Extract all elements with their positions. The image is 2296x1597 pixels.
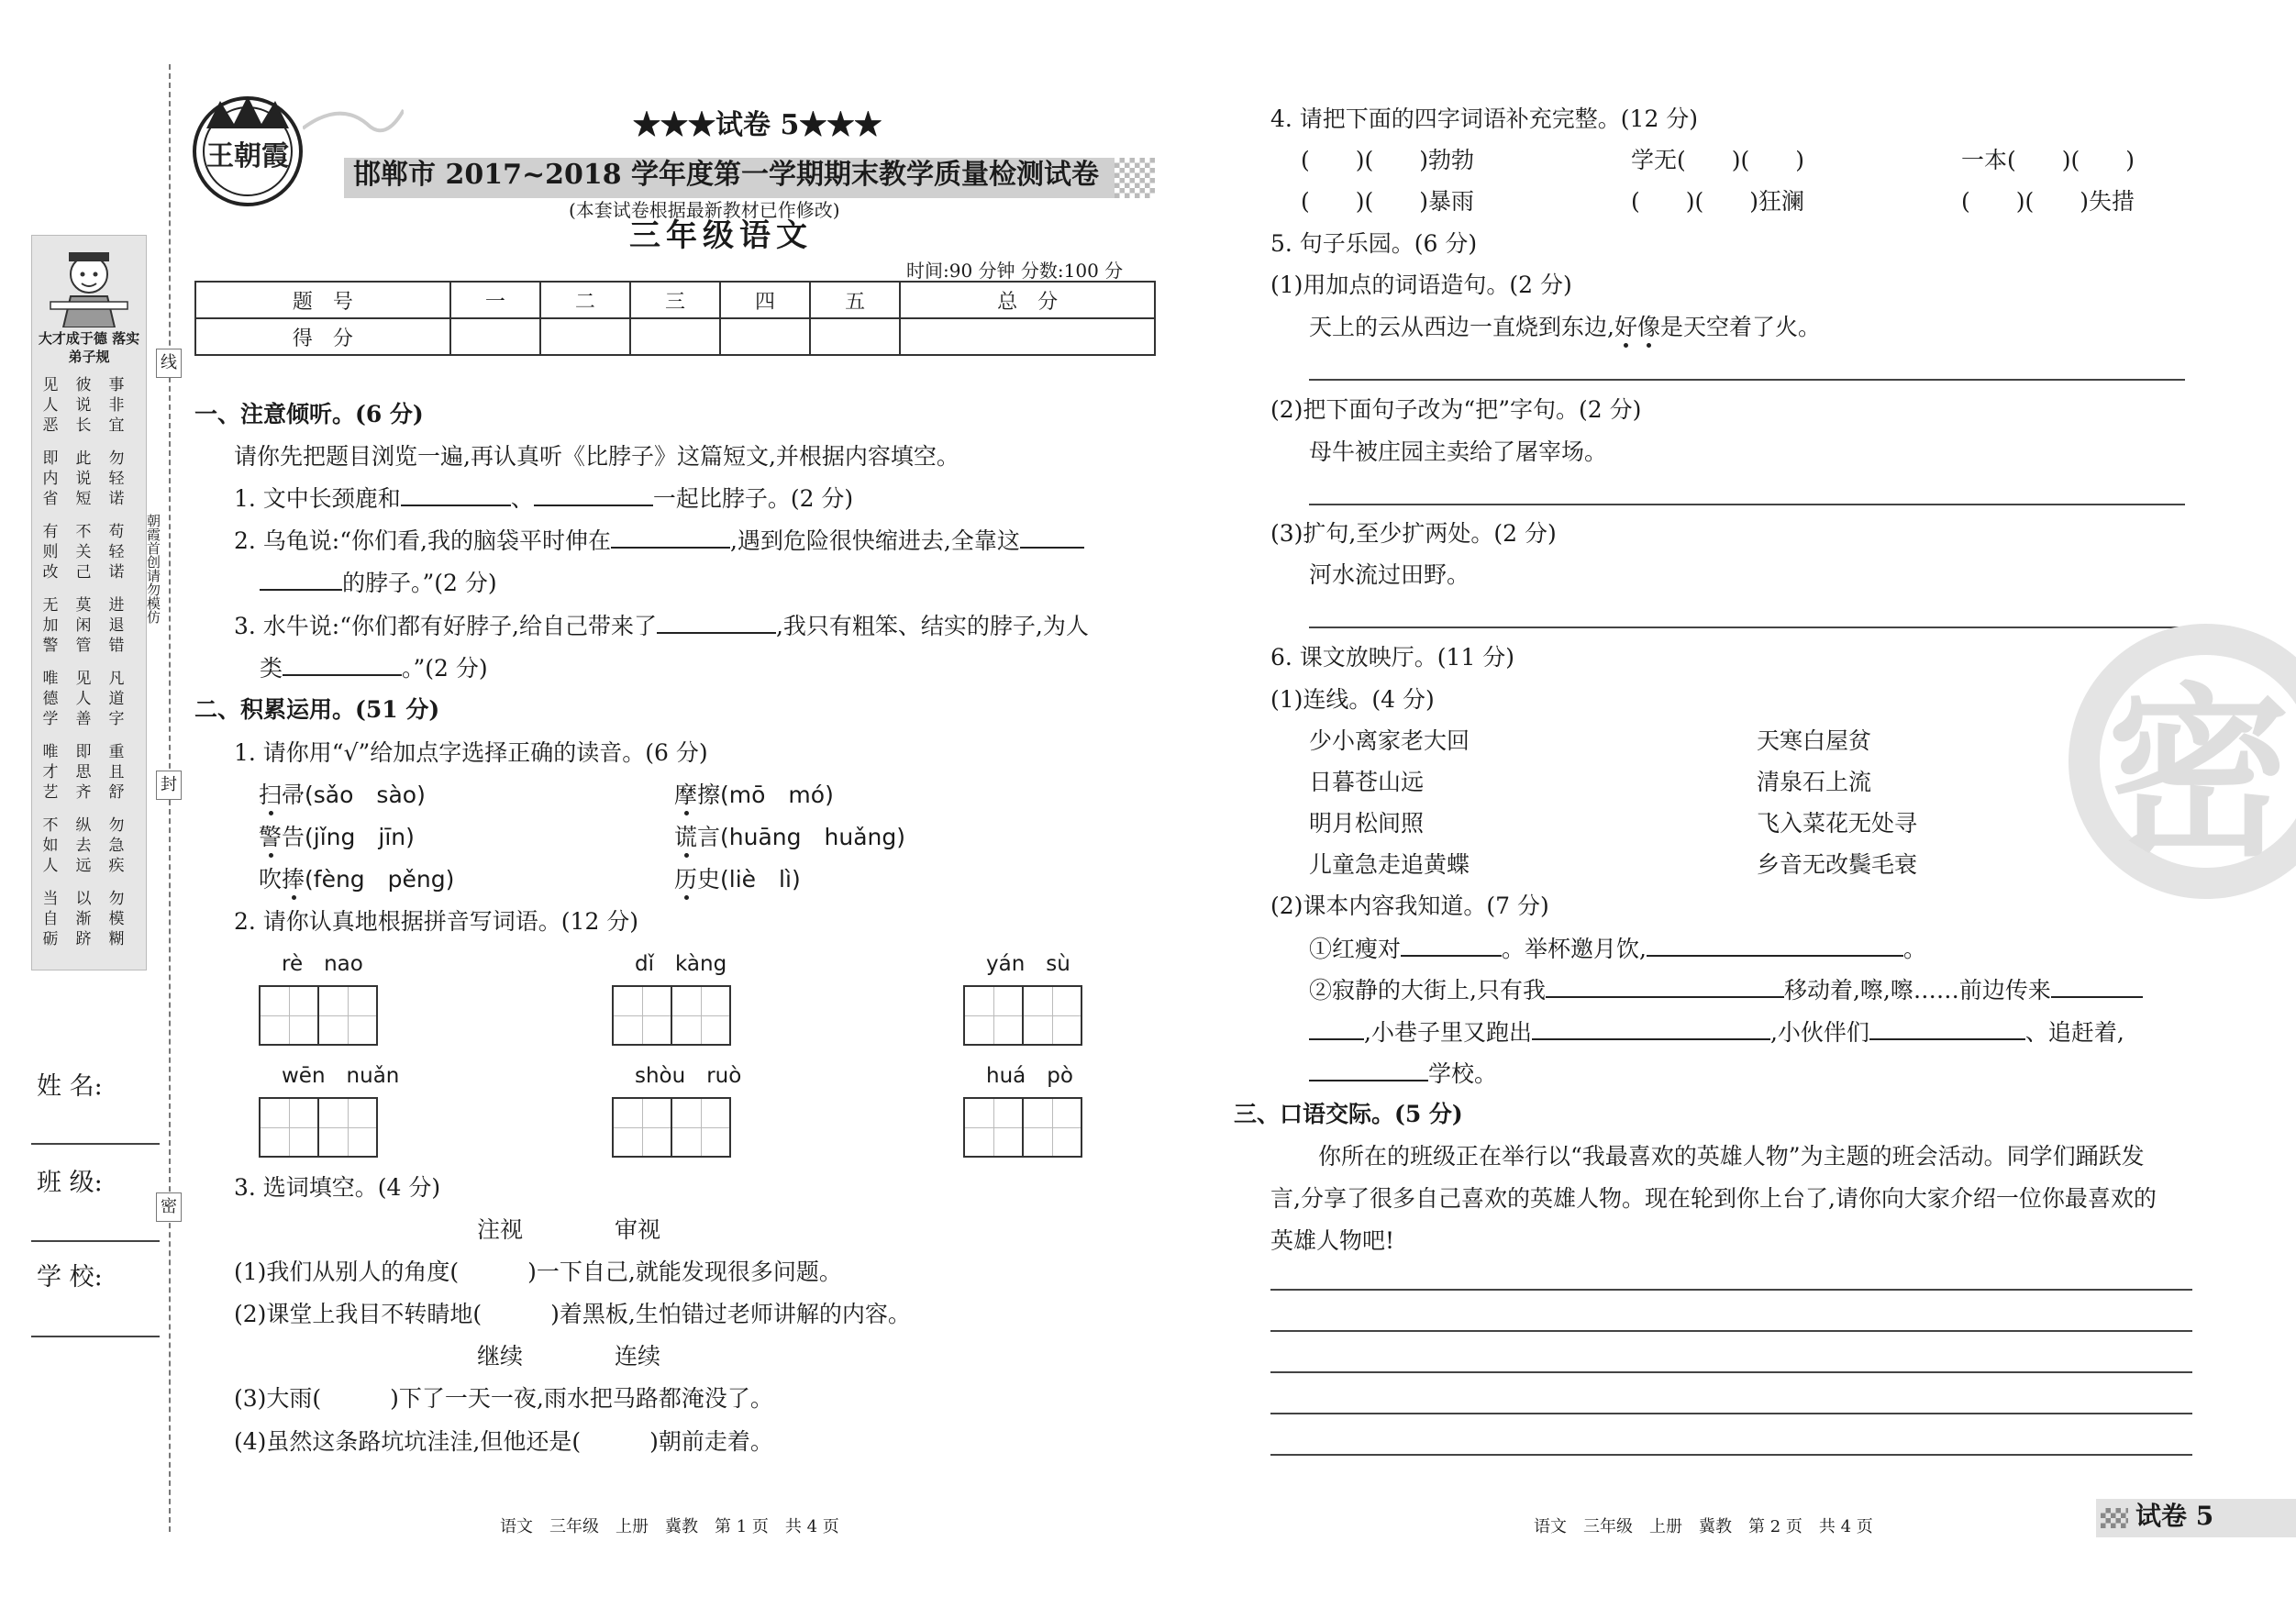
section2-q1: 1. 请你用“√”给加点字选择正确的读音。(6 分) <box>234 739 708 766</box>
plain-char: 史 <box>697 866 721 893</box>
proverb: 莫闲管 <box>75 596 92 655</box>
pinyin-options[interactable]: (jǐng jīn) <box>305 824 415 850</box>
writing-cell[interactable] <box>672 1099 729 1156</box>
section3-para-2: 言,分享了很多自己喜欢的英雄人物。现在轮到你上台了,请你向大家介绍一位你最喜欢的 <box>1270 1185 2157 1212</box>
plain-char: 言 <box>697 824 721 850</box>
scholar-mascot-icon <box>45 243 133 327</box>
ribbon-decoration-icon <box>303 101 404 156</box>
writing-cell[interactable] <box>672 987 729 1044</box>
answer-line[interactable] <box>1270 1454 2192 1456</box>
writing-grid[interactable] <box>963 985 1082 1046</box>
score-cell[interactable] <box>720 318 810 355</box>
blank[interactable] <box>1309 1018 1364 1040</box>
score-cell: 得 分 <box>195 318 450 355</box>
blank[interactable] <box>1869 1018 2025 1040</box>
proverb: 当自砺 <box>42 890 59 948</box>
exam-title: 邯郸市 2017~2018 学年度第一学期期末教学质量检测试卷 <box>353 159 1100 191</box>
writing-grid[interactable] <box>612 985 731 1046</box>
q6-1: (1)连线。(4 分) <box>1270 686 1435 713</box>
footer-tag-dots <box>2101 1508 2128 1528</box>
section1-intro: 请你先把题目浏览一遍,再认真听《比脖子》这篇短文,并根据内容填空。 <box>234 443 959 470</box>
pinyin-prompt: dǐ kàng <box>635 952 727 976</box>
score-cell[interactable] <box>630 318 720 355</box>
writing-grid[interactable] <box>259 1097 378 1158</box>
class-field[interactable] <box>31 1240 160 1242</box>
svg-text:王朝霞: 王朝霞 <box>206 140 289 172</box>
pinyin-choice-item[interactable] <box>259 866 454 893</box>
dotted-char: 摩 <box>674 782 698 808</box>
score-cell[interactable] <box>810 318 900 355</box>
answer-line[interactable] <box>1270 1413 2192 1414</box>
blank[interactable] <box>283 654 402 676</box>
fill-sentence-3[interactable]: (3)大雨( )下了一天一夜,雨水把马路都淹没了。 <box>234 1385 773 1412</box>
section2-q3: 3. 选词填空。(4 分) <box>234 1174 441 1201</box>
match-right-item[interactable]: 乡音无改鬓毛衰 <box>1757 851 1918 878</box>
time-score: 时间:90 分钟 分数:100 分 <box>906 260 1124 282</box>
blank[interactable] <box>1546 976 1784 998</box>
writing-grid[interactable] <box>259 985 378 1046</box>
pinyin-choice-item[interactable] <box>674 866 801 893</box>
answer-line[interactable] <box>1309 379 2185 381</box>
writing-cell[interactable] <box>1024 1099 1081 1156</box>
blank[interactable] <box>657 612 776 634</box>
sidebar <box>0 0 177 1597</box>
q5-1-sentence: 天上的云从西边一直烧到东边,好像是天空着了火。 <box>1309 314 1821 340</box>
score-header-cell: 五 <box>810 282 900 318</box>
q6-2: (2)课本内容我知道。(7 分) <box>1270 893 1549 919</box>
score-header-cell: 一 <box>450 282 540 318</box>
brand-logo-icon <box>188 92 307 211</box>
footer-left: 语文 三年级 上册 冀教 第 1 页 共 4 页 <box>500 1517 839 1536</box>
answer-line[interactable] <box>1270 1289 2192 1291</box>
section2-title: 二、积累运用。(51 分) <box>194 696 440 723</box>
q5-2-sentence: 母牛被庄园主卖给了屠宰场。 <box>1309 438 1608 465</box>
q5-1: (1)用加点的词语造句。(2 分) <box>1270 272 1572 298</box>
idiom-item[interactable]: ( )( )狂澜 <box>1631 188 1805 215</box>
dotted-char: 历 <box>674 866 698 893</box>
q5-3-sentence: 河水流过田野。 <box>1309 561 1470 588</box>
footer-right: 语文 三年级 上册 冀教 第 2 页 共 4 页 <box>1534 1517 1873 1536</box>
score-table <box>194 281 1156 356</box>
writing-cell[interactable] <box>261 1099 319 1156</box>
dotted-char: 扫 <box>259 782 283 808</box>
answer-line[interactable] <box>1270 1371 2192 1373</box>
blank[interactable] <box>1309 1059 1428 1081</box>
section1-q1: 1. 文中长颈鹿和 、 一起比脖子。(2 分) <box>234 485 854 512</box>
pinyin-prompt: rè nao <box>282 952 363 976</box>
proverb: 苟轻诺 <box>108 523 125 582</box>
proverb: 有则改 <box>42 523 59 582</box>
pinyin-choice-item[interactable] <box>259 782 426 809</box>
plain-char: 擦 <box>697 782 721 808</box>
proverb: 即思齐 <box>75 743 92 802</box>
writing-cell[interactable] <box>1024 987 1081 1044</box>
q6-title: 6. 课文放映厅。(11 分) <box>1270 644 1515 671</box>
writing-grid[interactable] <box>612 1097 731 1158</box>
proverb: 此说短 <box>75 449 92 508</box>
score-cell[interactable] <box>540 318 630 355</box>
blank[interactable] <box>534 484 653 506</box>
score-header-cell: 总 分 <box>900 282 1155 318</box>
score-cell[interactable] <box>450 318 540 355</box>
name-field[interactable] <box>31 1143 160 1145</box>
idiom-item[interactable]: 一本( )( ) <box>1961 147 2135 173</box>
writing-grid[interactable] <box>963 1097 1082 1158</box>
match-right-item[interactable]: 天寒白屋贫 <box>1757 727 1872 754</box>
subject-title: 三年级语文 <box>629 217 813 254</box>
pinyin-options[interactable]: (fèng pěng) <box>305 866 455 893</box>
score-cell[interactable] <box>900 318 1155 355</box>
writing-cell[interactable] <box>965 987 1024 1044</box>
proverb: 不如人 <box>42 816 59 875</box>
match-right-item[interactable]: 清泉石上流 <box>1757 769 1872 795</box>
section3-para-1: 你所在的班级正在举行以“我最喜欢的英雄人物”为主题的班会活动。同学们踊跃发 <box>1318 1143 2145 1170</box>
proverb: 勿轻诺 <box>108 449 125 508</box>
exam-note: (本套试卷根据最新教材已作修改) <box>569 199 840 221</box>
section1-q2-cont: 的脖子。”(2 分) <box>260 569 497 597</box>
section2-q2: 2. 请你认真地根据拼音写词语。(12 分) <box>234 908 639 935</box>
answer-line[interactable] <box>1309 504 2185 505</box>
confidential-stamp <box>2069 624 2296 899</box>
seal-mark-mi: 密 <box>156 1192 182 1222</box>
recall-line-1: ①红瘦对 。举杯邀月饮, 。 <box>1309 936 1926 962</box>
pinyin-options[interactable]: (huāng huǎng) <box>720 824 905 850</box>
blank[interactable] <box>260 569 342 591</box>
proverb: 勿急疾 <box>108 816 125 875</box>
recall-line-4: 学校。 <box>1309 1059 1497 1088</box>
blank[interactable] <box>1020 527 1084 549</box>
blank[interactable] <box>1647 935 1903 957</box>
pinyin-options[interactable]: (sǎo sào) <box>305 782 426 808</box>
match-left-item[interactable]: 明月松间照 <box>1309 810 1425 837</box>
stamp-char: 密 <box>2107 666 2291 882</box>
section1-q2: 2. 乌龟说:“你们看,我的脑袋平时伸在 ,遇到危险很快缩进去,全靠这 <box>234 527 1084 555</box>
pinyin-prompt: yán sù <box>986 952 1070 976</box>
exam-number: ★★★试卷 5★★★ <box>633 109 882 141</box>
q5-2: (2)把下面句子改为“把”字句。(2 分) <box>1270 396 1642 423</box>
proverb: 凡道字 <box>108 670 125 728</box>
plain-char: 帚 <box>282 782 305 808</box>
match-right-item[interactable]: 飞入菜花无处寻 <box>1757 810 1918 837</box>
blank[interactable] <box>1401 935 1502 957</box>
dotted-word: 好 <box>1614 314 1637 340</box>
pinyin-prompt: wēn nuǎn <box>282 1064 400 1088</box>
score-table-header-row <box>195 282 1155 318</box>
school-field[interactable] <box>31 1336 160 1337</box>
answer-line[interactable] <box>1270 1330 2192 1332</box>
recall-line-3: ,小巷子里又跑出 ,小伙伴们 、追赶着, <box>1309 1018 2124 1047</box>
q5-3: (3)扩句,至少扩两处。(2 分) <box>1270 520 1557 547</box>
idiom-item[interactable]: ( )( )暴雨 <box>1301 188 1475 215</box>
section1-title: 一、注意倾听。(6 分) <box>194 401 424 427</box>
pinyin-options[interactable]: (liè lì) <box>720 866 801 893</box>
proverb: 无加警 <box>42 596 59 655</box>
dotted-char: 谎 <box>674 824 698 850</box>
fill-sentence-2[interactable]: (2)课堂上我目不转睛地( )着黑板,生怕错过老师讲解的内容。 <box>234 1301 911 1327</box>
score-header-cell: 二 <box>540 282 630 318</box>
pinyin-prompt: huá pò <box>986 1064 1073 1088</box>
school-label: 学 校: <box>37 1263 103 1292</box>
motto: 大才成于德 落实弟子规 <box>38 330 140 365</box>
blank[interactable] <box>611 527 730 549</box>
section1-q3-cont: 类 。”(2 分) <box>260 655 488 682</box>
checker-decoration <box>1115 158 1155 198</box>
seal-mark-xian: 线 <box>156 349 182 378</box>
proverb: 见人善 <box>75 670 92 728</box>
score-header-cell: 四 <box>720 282 810 318</box>
proverb: 不关己 <box>75 523 92 582</box>
writing-cell[interactable] <box>319 1099 376 1156</box>
pinyin-choice-item[interactable] <box>674 782 834 809</box>
pinyin-choice-item[interactable] <box>674 824 905 851</box>
writing-cell[interactable] <box>965 1099 1024 1156</box>
proverb: 进退错 <box>108 596 125 655</box>
seal-mark-brand: 朝霞首创 <box>145 514 161 569</box>
class-label: 班 级: <box>37 1169 103 1197</box>
plain-char: 吹 <box>259 866 283 893</box>
section1-q3: 3. 水牛说:“你们都有好脖子,给自己带来了 ,我只有粗笨、结实的脖子,为人 <box>234 613 1089 639</box>
q4-title: 4. 请把下面的四字词语补充完整。(12 分) <box>1270 105 1699 132</box>
score-table-score-row[interactable] <box>195 318 1155 355</box>
match-left-item[interactable]: 少小离家老大回 <box>1309 727 1470 754</box>
fill-sentence-4[interactable]: (4)虽然这条路坑坑洼洼,但他还是( )朝前走着。 <box>234 1428 773 1455</box>
proverb: 勿模糊 <box>108 890 125 948</box>
score-header-cell: 题 号 <box>195 282 450 318</box>
writing-cell[interactable] <box>614 987 672 1044</box>
match-left-item[interactable]: 儿童急走追黄蝶 <box>1309 851 1470 878</box>
blank[interactable] <box>1532 1018 1770 1040</box>
writing-cell[interactable] <box>319 987 376 1044</box>
section3-title: 三、口语交际。(5 分) <box>1234 1101 1463 1127</box>
proverb: 事非宜 <box>108 376 125 435</box>
blank[interactable] <box>2051 976 2143 998</box>
word-choices-2: 继续 连续 <box>477 1343 661 1370</box>
q5-title: 5. 句子乐园。(6 分) <box>1270 230 1478 257</box>
proverb: 唯才艺 <box>42 743 59 802</box>
dotted-char: 警 <box>259 824 283 850</box>
dotted-char: 捧 <box>282 866 305 893</box>
dotted-word: 像 <box>1636 314 1660 340</box>
word-choices-1: 注视 审视 <box>477 1216 661 1243</box>
pinyin-prompt: shòu ruò <box>635 1064 742 1088</box>
proverb: 以渐跻 <box>75 890 92 948</box>
writing-cell[interactable] <box>614 1099 672 1156</box>
proverb: 见人恶 <box>42 376 59 435</box>
pinyin-choice-item[interactable] <box>259 824 415 851</box>
fill-sentence-1[interactable]: (1)我们从别人的角度( )一下自己,就能发现很多问题。 <box>234 1259 842 1285</box>
writing-cell[interactable] <box>261 987 319 1044</box>
plain-char: 告 <box>282 824 305 850</box>
proverb: 唯德学 <box>42 670 59 728</box>
idiom-item[interactable]: ( )( )勃勃 <box>1301 147 1475 173</box>
section3-para-3: 英雄人物吧! <box>1270 1227 1395 1254</box>
recall-line-2: ②寂静的大街上,只有我 移动着,嚓,嚓……前边传来 <box>1309 976 2143 1004</box>
blank[interactable] <box>401 484 511 506</box>
footer-tag: 试卷 5 <box>2135 1501 2214 1531</box>
match-left-item[interactable]: 日暮苍山远 <box>1309 769 1425 795</box>
score-header-cell: 三 <box>630 282 720 318</box>
proverb: 即内省 <box>42 449 59 508</box>
proverb: 彼说长 <box>75 376 92 435</box>
idiom-item[interactable]: ( )( )失措 <box>1961 188 2135 215</box>
proverb: 纵去远 <box>75 816 92 875</box>
name-label: 姓 名: <box>37 1072 103 1101</box>
answer-line[interactable] <box>1309 627 2185 628</box>
idiom-item[interactable]: 学无( )( ) <box>1631 147 1805 173</box>
seal-mark-feng: 封 <box>156 771 182 800</box>
proverb: 重且舒 <box>108 743 125 802</box>
mascot-panel <box>31 235 147 970</box>
seal-mark-warning: 请勿模仿 <box>145 569 161 624</box>
pinyin-options[interactable]: (mō mó) <box>720 782 834 808</box>
